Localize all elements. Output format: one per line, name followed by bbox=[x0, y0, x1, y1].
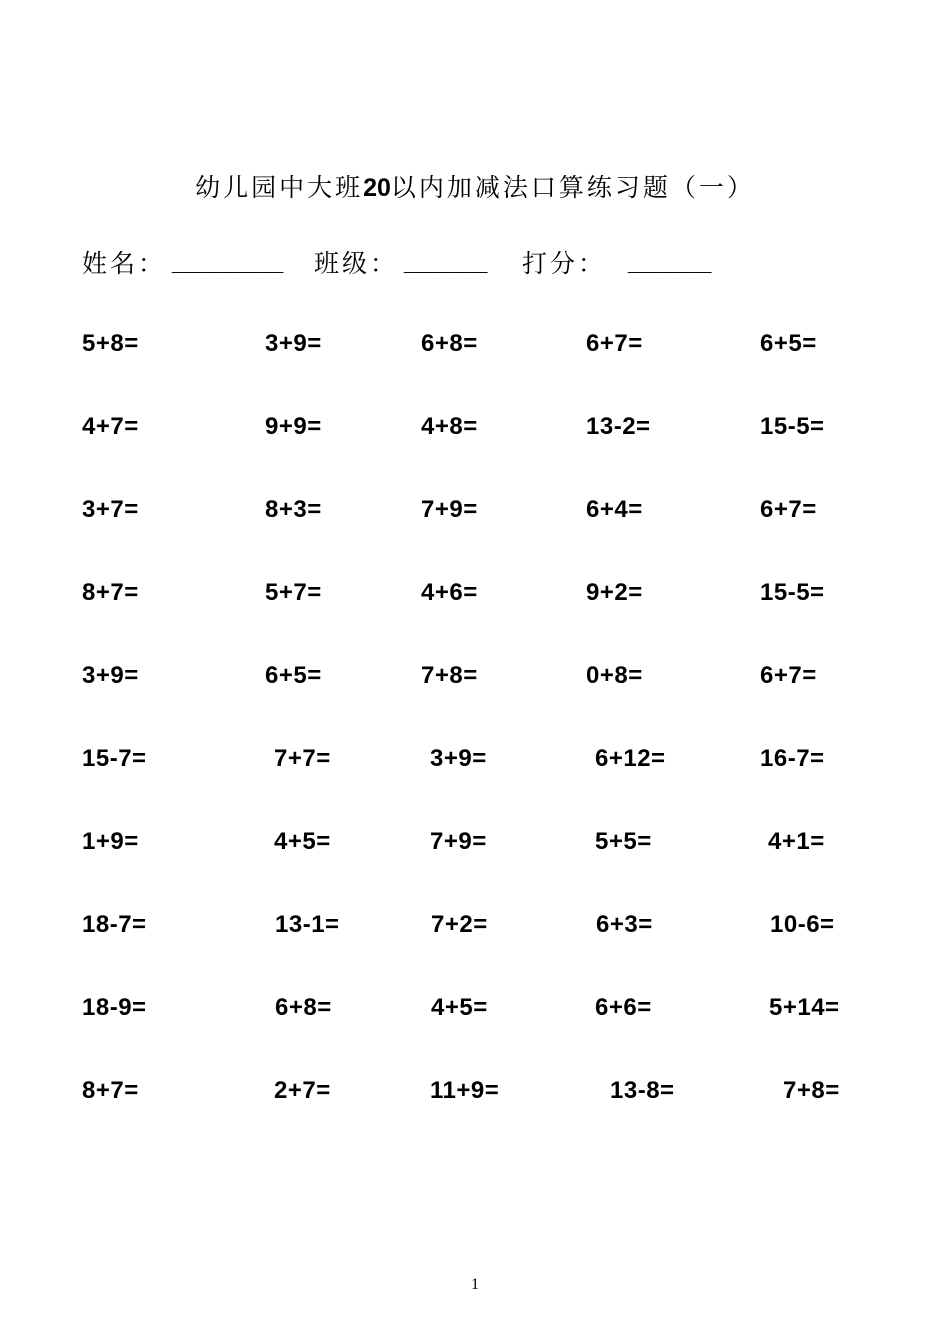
problem: 7+7= bbox=[274, 745, 331, 772]
problem: 6+7= bbox=[586, 330, 643, 357]
name-blank: ________ bbox=[172, 248, 284, 276]
problem: 4+5= bbox=[431, 994, 488, 1021]
problem: 6+12= bbox=[595, 745, 666, 772]
problem: 7+8= bbox=[783, 1077, 840, 1104]
problem: 5+14= bbox=[769, 994, 840, 1021]
problem: 16-7= bbox=[760, 745, 825, 772]
title-suffix: 以内加减法口算练习题（一） bbox=[390, 173, 755, 202]
problem: 7+9= bbox=[421, 496, 478, 523]
problem: 2+7= bbox=[274, 1077, 331, 1104]
problem: 5+5= bbox=[595, 828, 652, 855]
title-prefix: 幼儿园中大班 bbox=[195, 173, 364, 202]
problem: 1+9= bbox=[82, 828, 139, 855]
problem: 6+8= bbox=[421, 330, 478, 357]
problem: 6+8= bbox=[275, 994, 332, 1021]
problem: 7+2= bbox=[431, 911, 488, 938]
problem: 6+4= bbox=[586, 496, 643, 523]
class-blank: ______ bbox=[404, 248, 488, 276]
problem: 6+7= bbox=[760, 662, 817, 689]
problem: 11+9= bbox=[430, 1077, 500, 1104]
problem: 13-8= bbox=[610, 1077, 675, 1104]
problem: 4+1= bbox=[768, 828, 825, 855]
page-title bbox=[0, 168, 950, 204]
class-label: 班级： bbox=[314, 249, 399, 278]
problem: 4+6= bbox=[421, 579, 478, 606]
problem: 8+7= bbox=[82, 1077, 139, 1104]
problem: 8+7= bbox=[82, 579, 139, 606]
problem: 6+3= bbox=[596, 911, 653, 938]
problem: 7+8= bbox=[421, 662, 478, 689]
problem: 9+2= bbox=[586, 579, 643, 606]
title-number: 20 bbox=[363, 174, 391, 202]
problem: 13-2= bbox=[586, 413, 651, 440]
problem: 13-1= bbox=[275, 911, 340, 938]
problem: 6+5= bbox=[265, 662, 322, 689]
problem: 15-5= bbox=[760, 413, 825, 440]
problem: 3+9= bbox=[82, 662, 139, 689]
page-number: 1 bbox=[471, 1276, 479, 1293]
problem: 7+9= bbox=[430, 828, 487, 855]
problem: 3+9= bbox=[430, 745, 487, 772]
problem: 4+8= bbox=[421, 413, 478, 440]
problem: 8+3= bbox=[265, 496, 322, 523]
problem: 3+7= bbox=[82, 496, 139, 523]
problem: 3+9= bbox=[265, 330, 322, 357]
problem: 18-7= bbox=[82, 911, 147, 938]
problem: 4+7= bbox=[82, 413, 139, 440]
problem: 4+5= bbox=[274, 828, 331, 855]
problem: 0+8= bbox=[586, 662, 643, 689]
problem: 9+9= bbox=[265, 413, 322, 440]
name-label: 姓名： bbox=[82, 249, 167, 278]
problem: 10-6= bbox=[770, 911, 835, 938]
problem: 15-5= bbox=[760, 579, 825, 606]
score-label: 打分： bbox=[522, 249, 607, 278]
problem: 6+7= bbox=[760, 496, 817, 523]
problem: 6+6= bbox=[595, 994, 652, 1021]
problem: 18-9= bbox=[82, 994, 147, 1021]
score-blank: ______ bbox=[628, 248, 712, 276]
problem: 5+7= bbox=[265, 579, 322, 606]
problem: 5+8= bbox=[82, 330, 139, 357]
problem: 15-7= bbox=[82, 745, 147, 772]
problem: 6+5= bbox=[760, 330, 817, 357]
